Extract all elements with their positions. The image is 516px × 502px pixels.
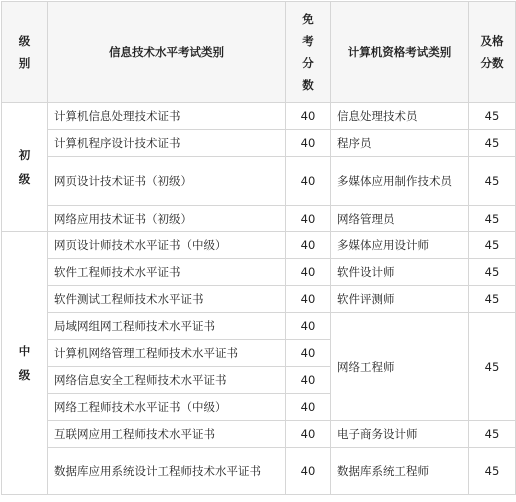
- level-primary-char: 级: [18, 172, 31, 186]
- computer-cell: 多媒体应用制作技术员: [331, 157, 469, 206]
- header-category: 信息技术水平考试类别: [48, 2, 286, 103]
- header-level-char: 级: [18, 34, 31, 48]
- table-row: [2, 286, 516, 313]
- header-row: [2, 2, 516, 103]
- table-row: [2, 448, 516, 495]
- pass-cell: 45: [469, 259, 516, 286]
- pass-cell: 45: [469, 313, 516, 421]
- header-level-char: 别: [18, 56, 31, 70]
- pass-cell: 45: [469, 103, 516, 130]
- exempt-cell: 40: [286, 232, 331, 259]
- exempt-cell: 40: [286, 130, 331, 157]
- level-primary: [2, 103, 48, 232]
- level-intermediate-char: 中: [18, 344, 31, 358]
- computer-cell: 数据库系统工程师: [331, 448, 469, 495]
- category-cell: 软件测试工程师技术水平证书: [48, 286, 286, 313]
- level-primary-char: 初: [18, 148, 31, 162]
- exempt-cell: 40: [286, 448, 331, 495]
- exempt-cell: 40: [286, 313, 331, 340]
- category-cell: 网页设计技术证书（初级）: [48, 157, 286, 206]
- header-exempt-char: 数: [302, 78, 314, 92]
- header-exempt-char: 考: [302, 34, 314, 48]
- header-exempt: [286, 2, 331, 103]
- category-cell: 计算机信息处理技术证书: [48, 103, 286, 130]
- exempt-cell: 40: [286, 421, 331, 448]
- exempt-cell: 40: [286, 259, 331, 286]
- computer-cell: 电子商务设计师: [331, 421, 469, 448]
- exempt-cell: 40: [286, 394, 331, 421]
- category-cell: 计算机网络管理工程师技术水平证书: [48, 340, 286, 367]
- header-exempt-char: 免: [302, 12, 314, 26]
- category-cell: 网络信息安全工程师技术水平证书: [48, 367, 286, 394]
- table-row: [2, 157, 516, 206]
- pass-cell: 45: [469, 448, 516, 495]
- pass-cell: 45: [469, 286, 516, 313]
- exempt-cell: 40: [286, 157, 331, 206]
- computer-cell: 网络工程师: [331, 313, 469, 421]
- exempt-cell: 40: [286, 206, 331, 232]
- exam-equivalence-table: [1, 1, 516, 495]
- pass-cell: 45: [469, 206, 516, 232]
- table-row: [2, 130, 516, 157]
- computer-cell: 软件评测师: [331, 286, 469, 313]
- header-exempt-char: 分: [302, 56, 314, 70]
- level-intermediate: [2, 232, 48, 495]
- pass-cell: 45: [469, 232, 516, 259]
- computer-cell: 信息处理技术员: [331, 103, 469, 130]
- header-level: [2, 2, 48, 103]
- table-row: [2, 103, 516, 130]
- table-row: [2, 232, 516, 259]
- computer-cell: 程序员: [331, 130, 469, 157]
- category-cell: 网络应用技术证书（初级）: [48, 206, 286, 232]
- computer-cell: 网络管理员: [331, 206, 469, 232]
- header-computer: 计算机资格考试类别: [331, 2, 469, 103]
- exempt-cell: 40: [286, 367, 331, 394]
- table-row: [2, 206, 516, 232]
- computer-cell: 多媒体应用设计师: [331, 232, 469, 259]
- header-pass-line: 分数: [480, 56, 504, 70]
- table-row: [2, 421, 516, 448]
- category-cell: 数据库应用系统设计工程师技术水平证书: [48, 448, 286, 495]
- exempt-cell: 40: [286, 103, 331, 130]
- category-cell: 局域网组网工程师技术水平证书: [48, 313, 286, 340]
- category-cell: 软件工程师技术水平证书: [48, 259, 286, 286]
- table-row: [2, 259, 516, 286]
- exempt-cell: 40: [286, 340, 331, 367]
- level-intermediate-char: 级: [18, 368, 31, 382]
- header-pass: [469, 2, 516, 103]
- category-cell: 网络工程师技术水平证书（中级）: [48, 394, 286, 421]
- header-pass-line: 及格: [480, 34, 504, 48]
- pass-cell: 45: [469, 421, 516, 448]
- category-cell: 计算机程序设计技术证书: [48, 130, 286, 157]
- pass-cell: 45: [469, 157, 516, 206]
- category-cell: 网页设计师技术水平证书（中级）: [48, 232, 286, 259]
- table-row: [2, 313, 516, 340]
- computer-cell: 软件设计师: [331, 259, 469, 286]
- category-cell: 互联网应用工程师技术水平证书: [48, 421, 286, 448]
- exempt-cell: 40: [286, 286, 331, 313]
- pass-cell: 45: [469, 130, 516, 157]
